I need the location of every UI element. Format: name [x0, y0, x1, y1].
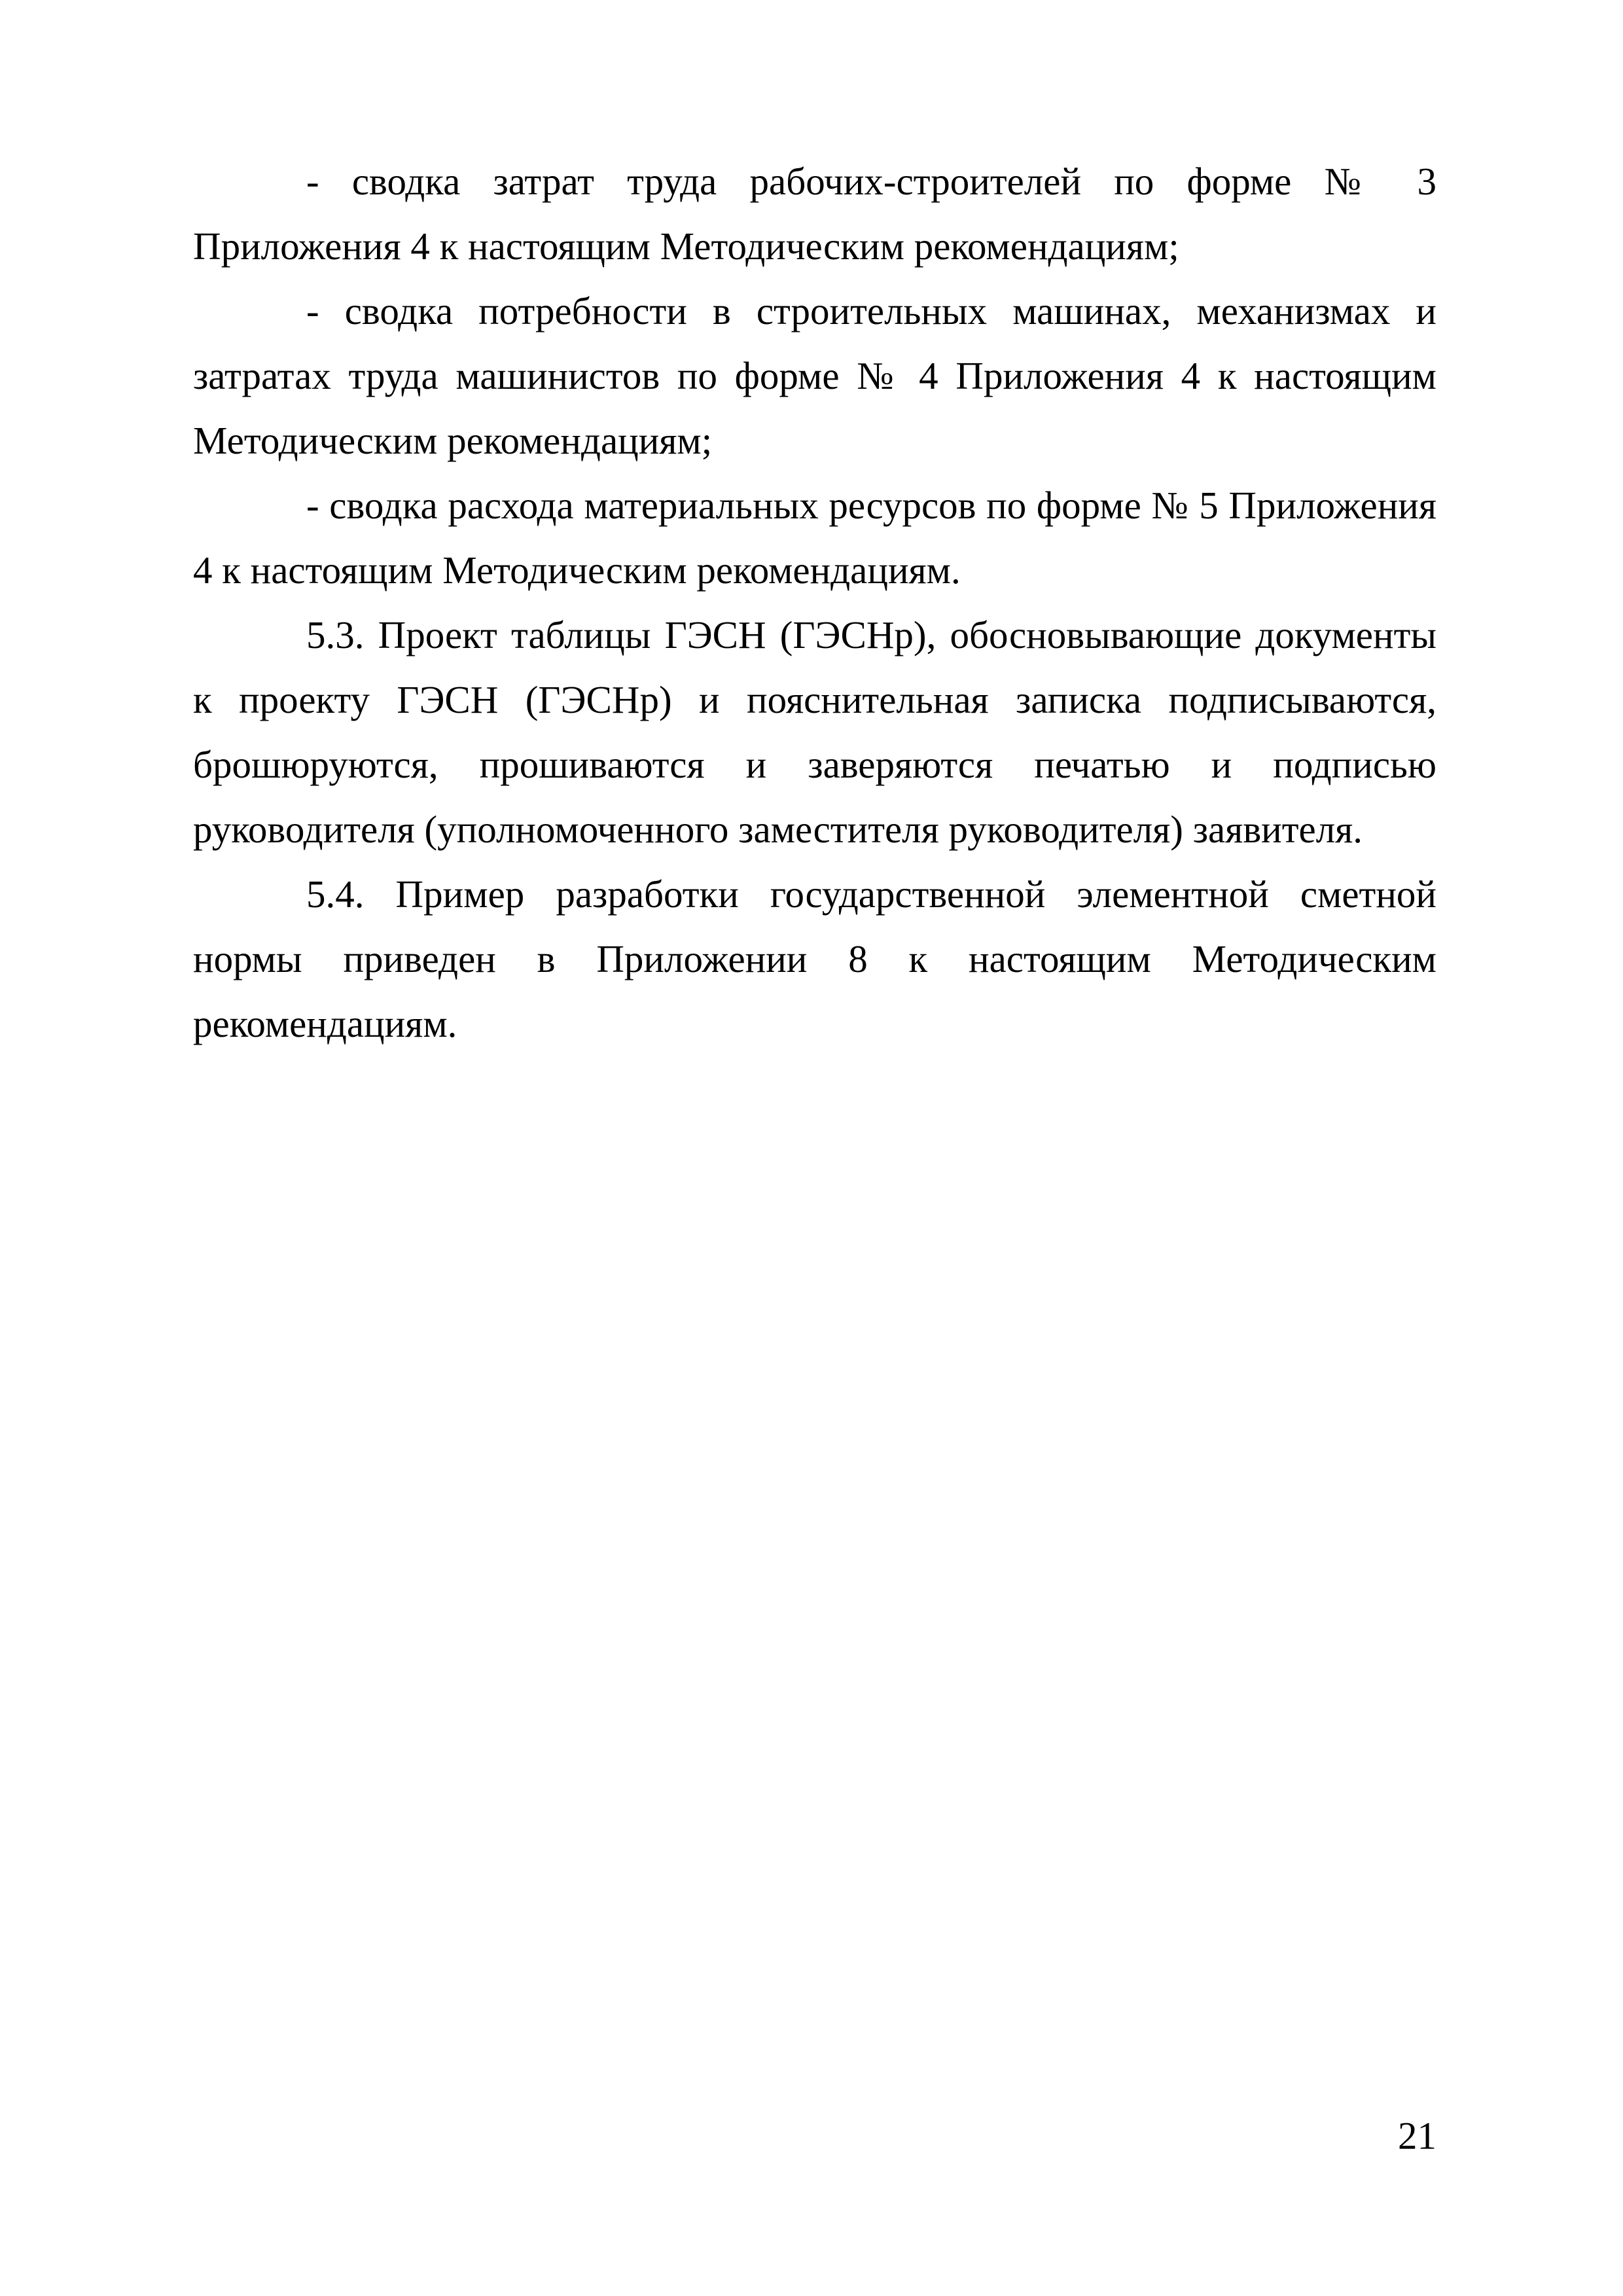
list-item-labor-costs-summary: - сводка затрат труда рабочих-строителей по форме № 3 Приложения 4 к настоящим Методическим рекомендациям; [193, 160, 1436, 268]
clause-5-4-paragraph: 5.4. Пример разработки государственной элементной сметной нормы приведен в Приложении 8 к настоящим Методическим рекомендациям. [193, 872, 1436, 1045]
list-item-machinery-needs-summary: - сводка потребности в строительных машинах, механизмах и затратах труда машинистов по форме № 4 Приложения 4 к настоящим Методическим рекомендациям; [193, 289, 1436, 462]
list-item-material-consumption-summary: - сводка расхода материальных ресурсов по форме № 5 Приложения 4 к настоящим Методическим рекомендациям. [193, 484, 1436, 592]
document-body [193, 149, 1436, 1056]
clause-5-3-paragraph: 5.3. Проект таблицы ГЭСН (ГЭСНр), обосновывающие документы к проекту ГЭСН (ГЭСНр) и пояснительная записка подписываются, брошюруются, прошиваются и заверяются печатью и подписью руководителя (уполномоченного заместителя руководителя) заявителя. [193, 613, 1436, 851]
page-number: 21 [1398, 2114, 1436, 2157]
